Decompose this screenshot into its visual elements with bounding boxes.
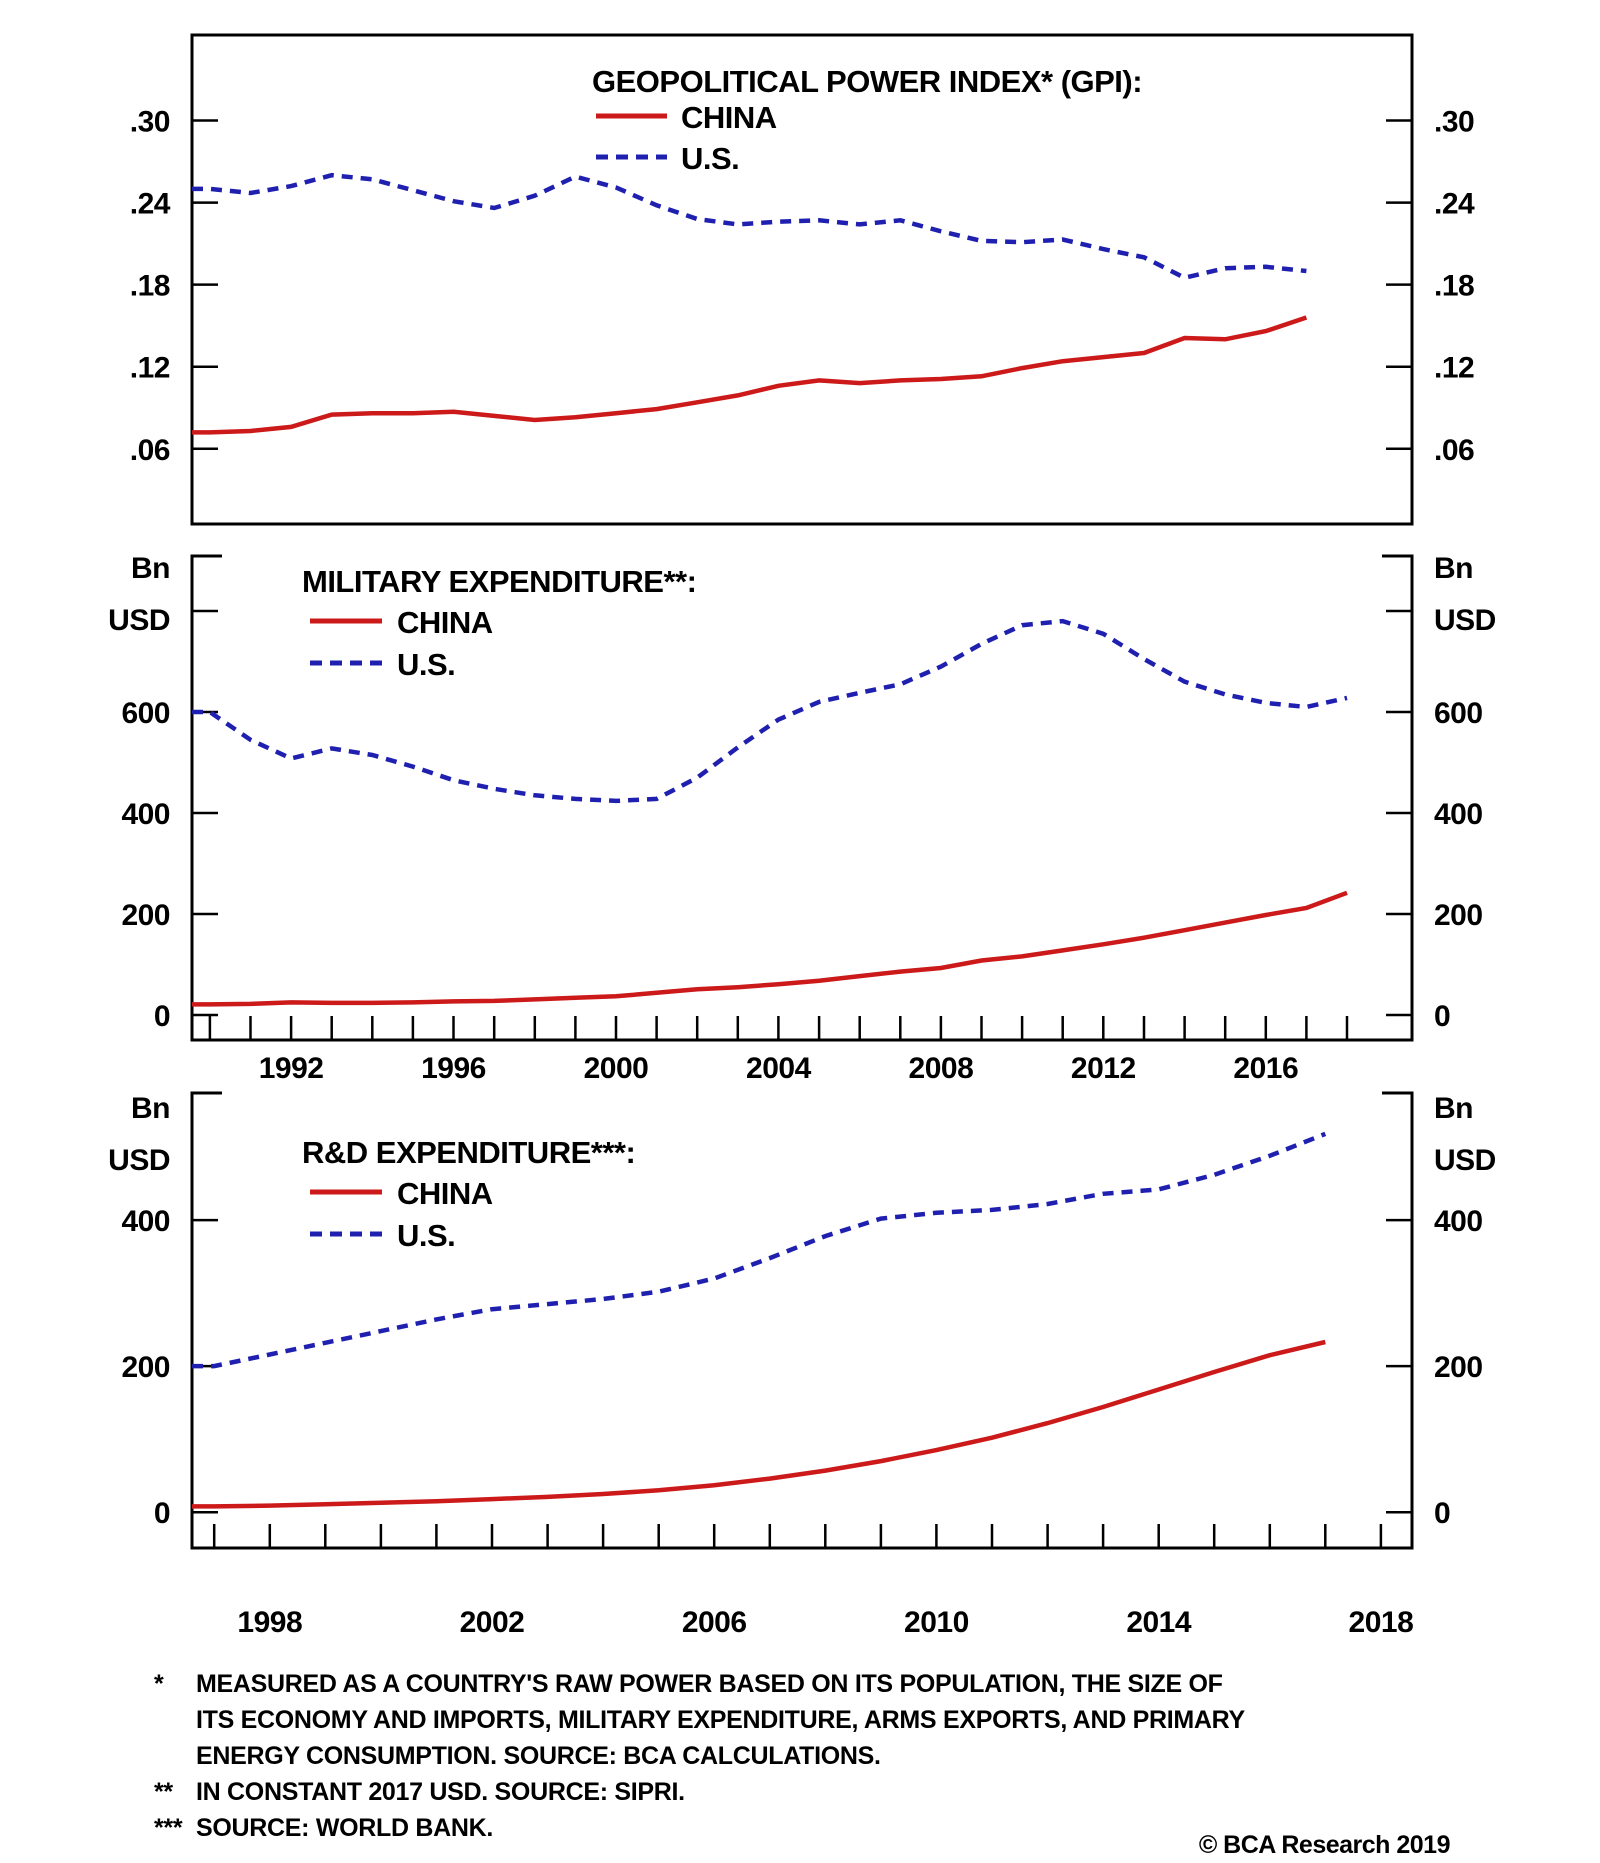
x-tick-label: 1996 (421, 1052, 486, 1085)
y-tick-label-left: 200 (121, 1351, 170, 1385)
rnd-legend-us-label: U.S. (397, 1218, 456, 1253)
x-tick-label: 2016 (1233, 1052, 1299, 1085)
military-unit-right-bn: Bn (1434, 552, 1473, 585)
military-unit-left-usd: USD (108, 604, 170, 637)
y-tick-label-right: .30 (1434, 105, 1475, 139)
y-tick-label-left: .12 (129, 351, 170, 385)
x-tick-label: 2018 (1348, 1606, 1414, 1639)
y-tick-label-right: 400 (1434, 798, 1483, 832)
x-tick-label: 2010 (904, 1606, 969, 1639)
series-line-china (192, 318, 1306, 433)
y-tick-label-right: 200 (1434, 899, 1483, 933)
y-tick-label-right: 0 (1434, 1000, 1451, 1034)
y-tick-label-left: 200 (121, 899, 170, 933)
y-tick-label-right: .12 (1434, 351, 1475, 385)
x-tick-label: 2000 (583, 1052, 649, 1085)
panel-gpi (130, 35, 1475, 524)
footnote-1-line-1: MEASURED AS A COUNTRY'S RAW POWER BASED ON ITS POPULATION, THE SIZE OF (196, 1670, 1223, 1698)
y-tick-label-right: .18 (1434, 269, 1475, 303)
footnote-1-line-2: ITS ECONOMY AND IMPORTS, MILITARY EXPENDITURE, ARMS EXPORTS, AND PRIMARY (196, 1706, 1245, 1734)
footnotes (154, 1670, 1450, 1859)
x-tick-label: 2008 (908, 1052, 974, 1085)
military-unit-right-usd: USD (1434, 604, 1496, 637)
rnd-unit-left-usd: USD (108, 1144, 170, 1177)
footnote-1-line-3: ENERGY CONSUMPTION. SOURCE: BCA CALCULATIONS. (196, 1742, 881, 1770)
gpi-legend-us-label: U.S. (681, 141, 740, 176)
gpi-title: GEOPOLITICAL POWER INDEX* (GPI): (592, 64, 1143, 99)
x-tick-label: 2006 (681, 1606, 747, 1639)
x-tick-label: 2004 (746, 1052, 811, 1085)
y-tick-label-right: .24 (1434, 187, 1475, 221)
y-tick-label-left: 0 (153, 1497, 170, 1531)
series-line-china (192, 1342, 1325, 1506)
copyright-notice: © BCA Research 2019 (1198, 1831, 1450, 1859)
military-title: MILITARY EXPENDITURE**: (302, 564, 697, 599)
y-tick-label-right: 0 (1434, 1497, 1451, 1531)
rnd-unit-right-bn: Bn (1434, 1092, 1473, 1125)
y-tick-label-left: 400 (121, 798, 170, 832)
tick-marks (192, 611, 1412, 1040)
military-plot-area (121, 611, 1482, 1085)
military-legend-china-label: CHINA (397, 605, 493, 640)
y-tick-label-right: 200 (1434, 1351, 1483, 1385)
gpi-plot-area (130, 105, 1475, 466)
series-line-us (192, 621, 1347, 801)
x-tick-label: 2014 (1126, 1606, 1192, 1639)
panel-military (108, 552, 1496, 1085)
tick-marks (192, 1220, 1412, 1548)
y-tick-label-right: 600 (1434, 697, 1483, 731)
y-tick-label-left: .18 (129, 269, 170, 303)
y-tick-label-left: 600 (121, 697, 170, 731)
y-tick-label-left: 400 (121, 1205, 170, 1239)
series-line-china (192, 893, 1347, 1005)
military-unit-left-bn: Bn (131, 552, 170, 585)
footnote-2-marker: ** (154, 1778, 173, 1806)
footnote-3-marker: *** (154, 1814, 183, 1842)
tick-marks (192, 121, 1412, 449)
footnote-3-line-1: SOURCE: WORLD BANK. (196, 1814, 494, 1842)
gpi-legend-china-label: CHINA (681, 100, 777, 135)
x-tick-label: 1998 (237, 1606, 303, 1639)
rnd-unit-right-usd: USD (1434, 1144, 1496, 1177)
y-tick-label-left: .30 (129, 105, 170, 139)
x-tick-label: 1992 (258, 1052, 324, 1085)
military-plot-border (192, 556, 1412, 1040)
rnd-unit-left-bn: Bn (131, 1092, 170, 1125)
military-legend-us-label: U.S. (397, 647, 456, 682)
y-tick-label-right: .06 (1434, 433, 1475, 467)
x-tick-label: 2002 (459, 1606, 525, 1639)
y-tick-label-left: .24 (129, 187, 170, 221)
rnd-title: R&D EXPENDITURE***: (302, 1135, 636, 1170)
y-tick-label-right: 400 (1434, 1205, 1483, 1239)
footnote-1-marker: * (154, 1670, 164, 1698)
series-line-us (192, 175, 1306, 278)
gpi-plot-border (192, 35, 1412, 524)
footnote-2-line-1: IN CONSTANT 2017 USD. SOURCE: SIPRI. (196, 1778, 685, 1806)
rnd-plot-area (121, 1134, 1482, 1639)
y-tick-label-left: .06 (129, 433, 170, 467)
panel-rnd (108, 1092, 1496, 1639)
y-tick-label-left: 0 (153, 1000, 170, 1034)
x-tick-label: 2012 (1070, 1052, 1136, 1085)
rnd-legend-china-label: CHINA (397, 1176, 493, 1211)
